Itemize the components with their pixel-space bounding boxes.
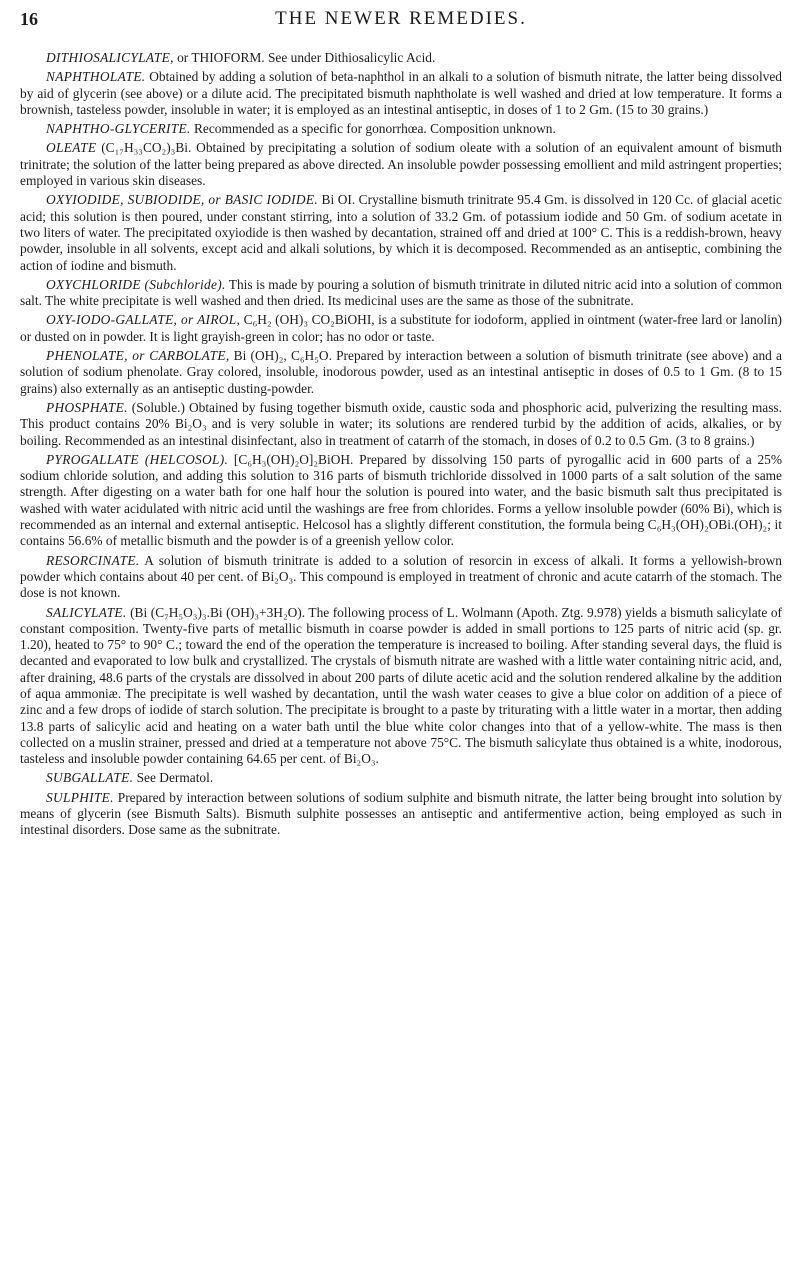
entry-paragraph [20,312,782,345]
entry-text: Recommended as a specific for gonorrhœa. Composition unknown. [190,121,556,137]
entry-paragraph [20,140,782,189]
page-header [20,6,782,32]
entry-text: Bi OI. Crystalline bismuth trinitrate 95.4 Gm. is dissolved in 120 Cc. of glacial acetic acid; this solution is then poured, under constant stirring, into a solution of 33.2 Gm. of potassium iodide and 50 Gm. of sodium acetate in two liters of water. The precipitated oxyiodide is then washed by decantation, strained off and dried at 100° C. This is a reddish-brown, heavy powder, insoluble in all solvents, except acid and alkali solutions, by which it is decomposed. Recommended as an antiseptic, combining the action of iodine and bismuth. [20,192,782,273]
entry-text: (C₁₇H₃₃CO₂)₃Bi. Obtained by precipitating a solution of sodium oleate with a solution of an equivalent amount of bismuth trinitrate; the solution of the latter being prepared as above directed. An insoluble powder possessing emollient and mild astringent properties; employed in various skin diseases. [20,140,782,189]
entry-text: or THIOFORM. See under Dithiosalicylic Acid. [173,50,436,65]
entry-paragraph [20,452,782,550]
entry-text: C₆H₂ (OH)₃ CO₂BiOHI, is a substitute for iodoform, applied in ointment (water-free lard or lanolin) or dusted on in powder. It is light grayish-green in color; has no odor or taste. [20,312,783,344]
entry-term: SUBGALLATE. [46,770,134,786]
entry-term: OXYCHLORIDE (Subchloride). [46,276,226,292]
entry-term: PHENOLATE, or CARBOLATE, [46,348,230,364]
entry-paragraph [20,400,782,449]
entry-paragraph [20,790,782,839]
entry-paragraph [20,277,782,310]
entry-paragraph [20,770,782,786]
entry-text: Prepared by interaction between solutions of sodium sulphite and bismuth nitrate, the latter being brought into solution by means of glycerin (see Bismuth Salts). Bismuth sulphite possesses an antiseptic and antifermentive action, being employed as such in intestinal disorders. Dose same as the subnitrate. [20,789,782,838]
entry-term: RESORCINATE. [46,552,140,568]
entry-paragraph [20,121,782,137]
entry-text: (Bi (C₇H₅O₃)₃.Bi (OH)₃+3H₂O). The following process of L. Wolmann (Apoth. Ztg. 9.978) yields a bismuth salicylate of constant composition. Twenty-five parts of metallic bismuth in coarse powder is added in small portions to 125 parts of nitric acid (sp. gr. 1.20), heated to 75° to 90° C.; toward the end of the operation the temperature is increased to boiling. After standing several days, the fluid is decanted and evaporated to low bulk and crystallized. The crystals of bismuth nitrate are washed with a little water containing nitric acid, and, after draining, 48.6 parts of the crystals are dissolved in about 200 parts of dilute acetic acid and the solution rendered alkaline by the addition of aqua ammoniæ. The precipitate is well washed by decantation, until the wash water ceases to give a blue color on addition of a piece of zinc and a few drops of iodide of starch solution. The precipitate is brought to a paste by triturating with a little water in a mortar, then adding 13.8 parts of salicylic acid and heating on a water bath until the blue white color changes into that of a yellow-white. The mass is then collected on a muslin strainer, pressed and dried at a temperature not above 75°C. The bismuth salicylate thus obtained is a white, inodorous, tasteless and insoluble powder containing 64.65 per cent. of Bi₂O₃. [20,604,782,767]
entry-paragraph [20,69,782,118]
entry-term: OXYIODIDE, SUBIODIDE, or BASIC IODIDE. [46,192,319,208]
entry-term: SULPHITE. [46,789,114,805]
entry-paragraph [20,605,782,768]
entry-term: OLEATE [46,140,97,156]
entry-text: A solution of bismuth trinitrate is added to a solution of resorcin in excess of alkali. It forms a yellowish-brown powder which contains about 40 per cent. of Bi₂O₃. This compound is employed in treatment of chronic and acute catarrh of the stomach. The dose is not known. [20,552,782,601]
entry-paragraph [20,192,782,273]
entry-term: PHOSPHATE. [46,399,128,415]
entry-paragraph [20,553,782,602]
entry-text: (Soluble.) Obtained by fusing together bismuth oxide, caustic soda and phosphoric acid, pulverizing the resulting mass. This product contains 20% Bi₂O₃ and is very soluble in water; its solutions are rendered turbid by the addition of acids, alkalies, or by boiling. Recommended as an intestinal disinfectant, also in treatment of catarrh of the stomach, in doses of 0.2 to 0.5 Gm. (3 to 8 grains.) [20,399,782,448]
entry-term: NAPHTHOLATE. [46,69,146,85]
entry-text: This is made by pouring a solution of bismuth trinitrate in diluted nitric acid into a solution of common salt. The white precipitate is well washed and then dried. Its medicinal uses are the same as those of the subnitrate. [20,276,782,309]
entry-paragraph [20,50,782,66]
page-body [20,50,782,842]
page-number: 16 [20,9,38,29]
running-title: THE NEWER REMEDIES. [275,8,527,29]
entry-text: [C₆H₃(OH)₂O]₂BiOH. Prepared by dissolving 150 parts of pyrogallic acid in 600 parts of a 25% sodium chloride solution, and adding this solution to 316 parts of bismuth trichloride dissolved in 1000 parts of a salt solution of the same strength. After digesting on a water bath for one half hour the solution is poured into water, and the basic bismuth salt thus precipitated is washed with water acidulated with nitric acid until the washings are free from chlorides. Forms a yellow insoluble powder (60% Bi), which is recommended as an internal and external antiseptic. Helcosol has a slightly different constitution, the formula being C₆H₃(OH)₂OBi.(OH)₂; it contains 56.6% of metallic bismuth and the powder is of a greenish yellow color. [20,451,783,549]
entry-text: Obtained by adding a solution of beta-naphthol in an alkali to a solution of bismuth nitrate, the latter being dissolved by aid of glycerin (see above) or a dilute acid. The precipitated bismuth naphtholate is well washed and dried at low temperature. It forms a brownish, tasteless powder, insoluble in water; it is employed as an intestinal antiseptic, in doses of 1 to 2 Gm. (15 to 30 grains.) [20,69,782,117]
entry-term: PYROGALLATE (HELCOSOL). [46,451,229,467]
entry-term: DITHIOSALICYLATE, [46,50,174,65]
entry-term: SALICYLATE. [46,604,127,620]
entry-paragraph [20,348,782,397]
entry-term: NAPHTHO-GLYCERITE. [46,121,191,137]
entry-text: Bi (OH)₂, C₆H₅O. Prepared by interaction between a solution of bismuth trinitrate (see above) and a solution of sodium phenolate. Gray colored, insoluble, inodorous powder, used as an intestinal antiseptic in doses of 0.5 to 1 Gm. (8 to 15 grains) also externally as an antiseptic dusting-powder. [20,348,782,396]
book-page [20,0,782,1262]
entry-text: See Dermatol. [133,770,214,786]
entry-term: OXY-IODO-GALLATE, or AIROL, [46,312,241,328]
